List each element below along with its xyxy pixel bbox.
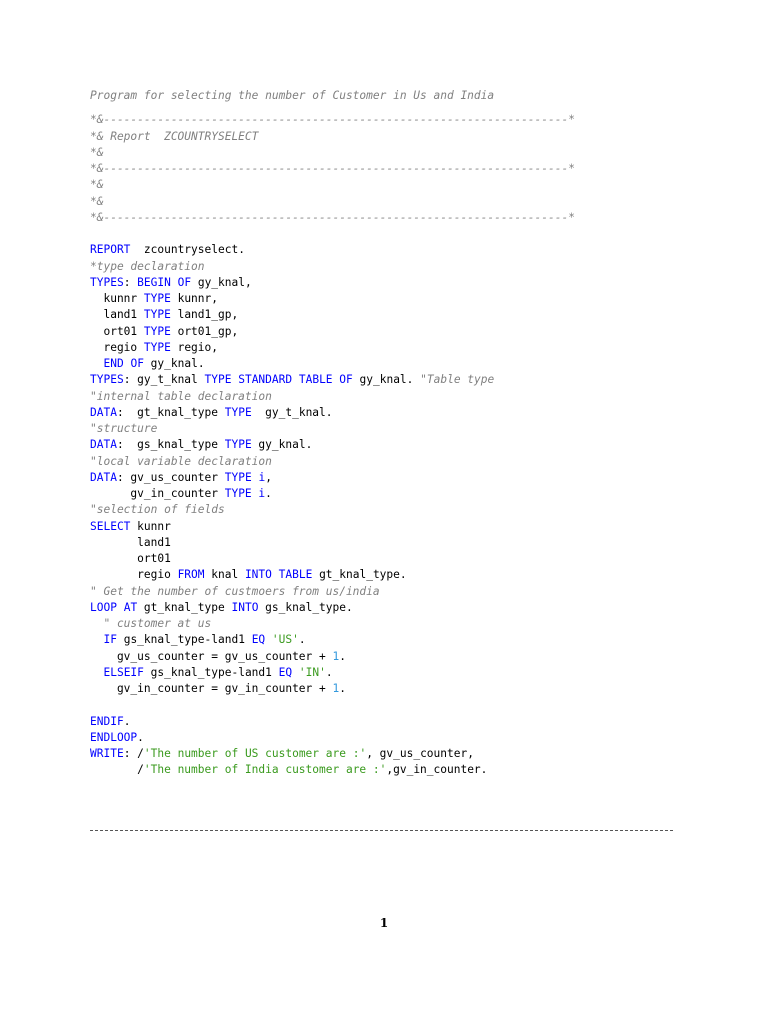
code-line [90,714,690,730]
code-token: gv_in_counter = gv_in_counter + [90,682,333,695]
code-line [90,88,690,104]
code-line [90,665,690,681]
code-line [90,177,690,193]
code-line [90,746,690,762]
code-token: DATA [90,405,117,419]
code-token: "Table type [420,373,495,387]
code-line [90,161,690,177]
code-line [90,129,690,145]
code-token: : gy_t_knal [123,373,205,387]
code-token: FROM [177,568,205,582]
code-line [90,454,690,470]
code-token: EQ [278,665,293,679]
code-token: TYPE [143,324,171,338]
code-token: . [123,714,131,728]
code-token: "internal table declaration [90,389,272,403]
code-token: regio, [170,340,218,354]
code-token: , gv_us_counter, [366,747,474,760]
code-line [90,194,690,210]
code-token: ort01 [90,552,171,565]
code-token: IF [103,633,117,647]
code-token: TYPE [224,438,252,452]
code-token: : / [123,747,144,760]
code-token: kunnr [90,292,144,305]
page-separator [90,830,673,831]
code-token: TYPES [90,275,124,289]
code-token: *&---------------------------------------------------------------------* [90,210,575,224]
code-line [90,242,690,258]
code-line [90,307,690,323]
code-token: . [137,730,144,744]
code-token: gy_knal. [251,438,313,452]
code-line [90,324,690,340]
code-token: gt_knal_type [137,600,232,614]
code-token: . [265,487,272,500]
code-token: OF [130,357,144,370]
code-token: TYPE [143,292,171,305]
code-token: TYPE [143,308,171,322]
code-token: gs_knal_type-land1 [143,665,279,679]
code-token: gs_knal_type. [258,600,353,614]
code-line [90,145,690,161]
code-token: OF [339,373,353,387]
code-token: INTO [244,568,272,582]
code-line [90,551,690,567]
code-token: *& [90,145,104,159]
code-token: : gs_knal_type [116,438,225,452]
code-token: . [325,665,333,679]
code-token: *& [90,178,104,192]
code-line [90,535,690,551]
code-token: *type declaration [90,259,205,273]
code-line [90,600,690,616]
code-token: . [339,649,346,663]
code-token: , [265,470,272,484]
code-token [117,601,124,614]
code-token: 1 [332,649,340,663]
code-token: regio [90,568,178,582]
code-token: : gt_knal_type [116,405,225,419]
code-token: TABLE [278,568,313,582]
code-line [90,405,690,421]
code-token [265,633,272,646]
code-line [90,762,690,778]
code-line [90,291,690,307]
code-token: TYPES [90,373,124,387]
code-token: 'US' [271,633,299,647]
code-token: gy_knal, [191,275,252,289]
code-token: *&---------------------------------------------------------------------* [90,113,575,127]
code-line [90,502,690,518]
code-token: BEGIN [137,275,171,289]
code-token [90,666,103,679]
code-token: INTO [231,600,259,614]
code-token: ort01_gp, [170,324,239,338]
code-line [90,226,690,242]
code-token: i [258,470,266,484]
code-token: OF [177,275,192,289]
code-token: DATA [90,438,117,452]
code-token: : gv_us_counter [116,470,225,484]
code-token: EQ [251,633,266,647]
code-token: . [339,682,346,695]
code-token: / [90,763,144,777]
code-line [90,649,690,665]
code-token: kunnr, [170,292,218,305]
code-token [292,373,299,386]
code-line [90,697,690,713]
code-line [90,259,690,275]
code-token: TYPE [224,470,252,484]
code-listing [90,88,690,779]
code-line [90,681,690,697]
code-token: gv_in_counter [90,487,225,500]
code-token: regio [90,340,144,354]
code-token: TYPE [204,373,232,387]
code-line [90,389,690,405]
code-line [90,437,690,453]
code-token: gy_knal. [143,357,205,370]
page-number: 1 [379,916,389,930]
code-token: TYPE [224,405,252,419]
code-token: LOOP [90,600,117,614]
code-line [90,372,690,388]
code-token: WRITE [90,747,124,760]
code-token: : [123,275,138,289]
code-token: AT [123,600,138,614]
code-token: land1_gp, [170,308,239,322]
code-token: zcountryselect. [130,243,245,257]
code-line [90,584,690,600]
code-token: SELECT [90,519,131,533]
code-line [90,104,690,112]
code-token: "structure [90,422,158,435]
code-token: ,gv_in_counter. [386,763,488,777]
code-token: gy_t_knal. [251,405,333,419]
code-token: ENDLOOP [90,730,138,744]
code-token: . [298,633,306,647]
code-token: gs_knal_type-land1 [116,633,252,647]
code-token: 'The number of India customer are :' [143,763,387,777]
code-line [90,632,690,648]
code-token [272,568,279,581]
code-token: TABLE [298,373,333,387]
code-line [90,340,690,356]
code-token: knal [204,568,245,582]
code-token: i [258,487,266,500]
code-token: ort01 [90,324,144,338]
code-line [90,567,690,583]
code-token: kunnr [130,519,171,533]
code-token: land1 [90,535,171,549]
code-token: DATA [90,470,117,484]
code-token [171,276,178,289]
code-line [90,616,690,632]
code-line [90,356,690,372]
code-token: Program for selecting the number of Customer in Us and India [90,89,495,102]
code-token [90,633,103,646]
code-token: " customer at us [90,617,212,630]
code-line [90,421,690,437]
code-token: gy_knal. [352,373,421,387]
code-token: *& [90,194,104,208]
code-token: 'The number of US customer are :' [143,747,367,760]
code-line [90,210,690,226]
code-token: STANDARD [238,373,293,387]
code-token: 1 [332,682,340,695]
code-token: gv_us_counter = gv_us_counter + [90,649,333,663]
code-token: *&---------------------------------------------------------------------* [90,162,575,175]
code-token: TYPE [143,340,171,354]
code-token: TYPE [224,487,252,500]
code-token: "selection of fields [90,503,225,517]
code-line [90,519,690,535]
code-token: "local variable declaration [90,454,272,468]
code-line [90,470,690,486]
code-token [292,666,299,679]
code-line [90,112,690,128]
code-line [90,275,690,291]
code-token: gt_knal_type. [312,568,407,582]
code-token: *& Report ZCOUNTRYSELECT [90,129,259,143]
code-line [90,730,690,746]
code-token: 'IN' [298,665,326,679]
code-token [90,357,103,370]
code-token: REPORT [90,243,131,257]
code-token: " Get the number of custmoers from us/india [90,584,380,598]
code-token: ELSEIF [103,665,144,679]
code-line [90,486,690,502]
code-token: ENDIF [90,714,124,728]
code-token: land1 [90,308,144,322]
code-token: END [103,357,124,370]
